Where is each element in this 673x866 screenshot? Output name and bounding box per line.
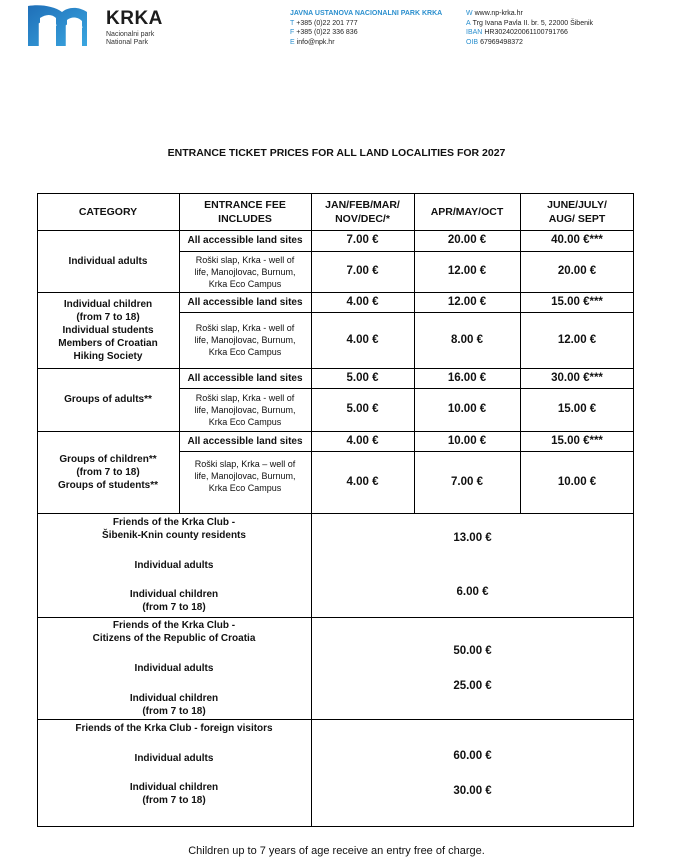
price-cell (311, 643, 634, 659)
krka-waves-logo-icon (26, 4, 89, 48)
friends-title-line: Friends of the Krka Club - (112, 620, 236, 631)
price-text: 25.00 € (453, 679, 492, 692)
header-entrance-fee (179, 193, 311, 230)
fee-selected-sites (179, 388, 311, 431)
price-text: 50.00 € (453, 644, 492, 657)
institution-name: JAVNA USTANOVA NACIONALNI PARK KRKA (290, 10, 443, 17)
friends-county-title (37, 514, 311, 544)
price-text: 7.00 € (346, 234, 379, 246)
web-label: W (466, 10, 473, 17)
category-line: Hiking Society (73, 350, 143, 362)
price-cell (520, 251, 634, 292)
category-individual-children (37, 292, 179, 368)
fee-selected-sites (179, 251, 311, 292)
price-text: 4.00 € (346, 333, 379, 346)
price-cell (311, 312, 414, 368)
web-link[interactable]: www.np-krka.hr (474, 10, 523, 17)
header-p1-line2: NOV/DEC/* (335, 212, 390, 225)
fee-selected-sites (179, 312, 311, 368)
price-cell (414, 388, 520, 431)
price-cell (520, 388, 634, 431)
email-line (290, 38, 442, 48)
header-high-season (520, 193, 634, 230)
friends-children-line: (from 7 to 18) (142, 602, 206, 613)
friends-title-line: Šibenik-Knin county residents (102, 530, 246, 541)
price-cell (414, 292, 520, 312)
friends-adults-text: Individual adults (134, 752, 214, 764)
price-cell (520, 312, 634, 368)
fax: +385 (0)22 336 836 (296, 29, 358, 36)
price-text: 7.00 € (346, 265, 379, 277)
fee-all-sites-text: All accessible land sites (187, 235, 303, 246)
price-text: 8.00 € (451, 333, 483, 346)
price-cell (414, 451, 520, 513)
email-link[interactable]: info@npk.hr (296, 38, 335, 46)
header-fee-line2: INCLUDES (218, 212, 272, 225)
friends-title-line: Friends of the Krka Club - (112, 517, 236, 528)
price-text: 13.00 € (453, 531, 492, 544)
sites-line1: Roški slap, Krka – well of (194, 459, 296, 469)
letterhead (0, 0, 673, 70)
price-cell (311, 783, 634, 799)
sites-line3: Krka Eco Campus (208, 347, 282, 357)
friends-children-line: (from 7 to 18) (142, 795, 206, 806)
price-cell (311, 292, 414, 312)
phone-label: T (290, 19, 295, 27)
oib: 67969498372 (480, 38, 523, 46)
friends-croatia-title (37, 617, 311, 647)
iban-label: IBAN (466, 29, 483, 36)
price-text: 12.00 € (557, 333, 597, 346)
header-fee-line1: ENTRANCE FEE (204, 198, 286, 211)
price-text: 12.00 € (447, 295, 487, 308)
category-individual-adults (37, 230, 179, 292)
price-cell (520, 431, 634, 451)
price-cell (311, 368, 414, 388)
sites-line1: Roški slap, Krka - well of (195, 254, 295, 265)
friends-children-line: Individual children (129, 782, 219, 793)
brand-subtitle (106, 31, 154, 47)
header-category (37, 193, 179, 230)
sites-line1: Roški slap, Krka - well of (195, 392, 295, 403)
price-cell (414, 431, 520, 451)
friends-croatia-children (37, 690, 311, 720)
price-text: 5.00 € (346, 403, 379, 415)
price-text: 4.00 € (346, 434, 379, 447)
sites-line3: Krka Eco Campus (208, 483, 282, 493)
address-line (466, 19, 593, 29)
category-line: Individual adults (68, 255, 148, 267)
oib-label: OIB (466, 38, 479, 46)
fee-all-sites-text: All accessible land sites (187, 372, 303, 384)
category-line: Individual children (63, 298, 153, 310)
fee-all-sites (179, 292, 311, 312)
price-cell (311, 388, 414, 431)
friends-foreign-title (37, 720, 311, 736)
friends-foreign-adults (37, 750, 311, 766)
friends-county-children (37, 586, 311, 616)
price-cell (311, 431, 414, 451)
header-category-text: CATEGORY (78, 205, 138, 218)
sites-line2: life, Manojlovac, Burnum, (194, 335, 296, 345)
friends-county-adults (37, 557, 311, 573)
price-cell (520, 230, 634, 251)
category-line: Groups of children** (59, 453, 157, 465)
friends-children-line: Individual children (129, 693, 219, 704)
header-p3-line2: AUG/ SEPT (548, 212, 606, 225)
friends-children-line: Individual children (129, 589, 219, 600)
header-low-season (311, 193, 414, 230)
footer-note: Children up to 7 years of age receive an entry free of charge. (188, 845, 485, 857)
iban-line (466, 28, 593, 38)
friends-title-line: Citizens of the Republic of Croatia (92, 633, 256, 644)
price-text: 10.00 € (447, 434, 487, 447)
sites-line2: life, Manojlovac, Burnum, (194, 266, 296, 277)
category-line: Groups of students** (57, 479, 158, 491)
price-cell (414, 230, 520, 251)
brand-name: KRKA (106, 8, 163, 29)
category-line: (from 7 to 18) (76, 466, 140, 478)
phone-line (290, 19, 442, 29)
fee-all-sites (179, 368, 311, 388)
price-cell (414, 251, 520, 292)
price-text: 15.00 € (557, 403, 597, 415)
price-cell (520, 451, 634, 513)
fax-label: F (290, 29, 295, 36)
friends-adults-text: Individual adults (134, 662, 214, 674)
friends-title-line: Friends of the Krka Club - foreign visitors (75, 722, 273, 734)
header-p2-text: APR/MAY/OCT (430, 205, 504, 218)
fax-line (290, 28, 442, 38)
category-line: Individual students (62, 324, 154, 336)
price-cell (311, 678, 634, 694)
price-cell (311, 230, 414, 251)
price-cell (311, 530, 634, 546)
price-text: 60.00 € (453, 749, 492, 762)
header-p3-line1: JUNE/JULY/ (547, 198, 607, 211)
price-text: 30.00 €*** (551, 371, 603, 384)
sites-line1: Roški slap, Krka - well of (195, 323, 295, 333)
price-text: 10.00 € (557, 475, 597, 488)
fee-all-sites (179, 230, 311, 251)
fee-all-sites (179, 431, 311, 451)
price-text: 4.00 € (346, 295, 379, 308)
sites-line2: life, Manojlovac, Burnum, (194, 404, 296, 415)
brand-sub-en: National Park (106, 39, 149, 46)
friends-children-line: (from 7 to 18) (142, 706, 206, 717)
sites-line3: Krka Eco Campus (208, 416, 282, 427)
category-line: Groups of adults** (64, 394, 152, 405)
fee-all-sites-text: All accessible land sites (187, 435, 303, 447)
price-text: 12.00 € (447, 265, 487, 277)
phone: +385 (0)22 201 777 (296, 19, 358, 27)
price-text: 4.00 € (346, 475, 379, 488)
friends-foreign-children (37, 779, 311, 809)
page-title: ENTRANCE TICKET PRICES FOR ALL LAND LOCALITIES FOR 2027 (167, 147, 506, 159)
category-groups-of-adults (37, 368, 179, 431)
category-line: Members of Croatian (58, 337, 158, 349)
price-text: 40.00 €*** (551, 234, 603, 246)
header-mid-season (414, 193, 520, 230)
price-text: 20.00 € (557, 265, 597, 277)
address-label: A (466, 19, 471, 27)
brand-sub-hr: Nacionalni park (106, 31, 155, 38)
price-cell (311, 584, 634, 600)
category-line: (from 7 to 18) (76, 311, 140, 323)
price-text: 5.00 € (346, 371, 379, 384)
price-cell (311, 451, 414, 513)
price-cell (520, 292, 634, 312)
price-text: 16.00 € (447, 371, 487, 384)
category-groups-of-children (37, 431, 179, 513)
header-p1-line1: JAN/FEB/MAR/ (325, 198, 400, 211)
price-cell (414, 368, 520, 388)
email-label: E (290, 38, 295, 46)
web-line (466, 9, 593, 19)
price-text: 6.00 € (456, 585, 489, 598)
sites-line2: life, Manojlovac, Burnum, (194, 471, 296, 481)
friends-adults-text: Individual adults (134, 559, 214, 571)
price-text: 15.00 €*** (551, 295, 603, 308)
price-cell (311, 748, 634, 764)
price-cell (311, 251, 414, 292)
friends-croatia-adults (37, 660, 311, 676)
web-contacts (466, 9, 593, 47)
iban: HR3024020061100791766 (484, 29, 568, 36)
price-text: 20.00 € (447, 234, 487, 246)
price-text: 30.00 € (453, 784, 492, 797)
price-cell (520, 368, 634, 388)
price-text: 15.00 €*** (551, 434, 603, 447)
oib-line (466, 38, 593, 48)
fee-all-sites-text: All accessible land sites (187, 296, 303, 308)
fee-selected-sites (179, 451, 311, 501)
address: Trg Ivana Pavla II. br. 5, 22000 Šibenik (472, 19, 594, 27)
price-text: 10.00 € (447, 403, 487, 415)
price-text: 7.00 € (451, 475, 483, 488)
sites-line3: Krka Eco Campus (208, 278, 282, 289)
institution-contacts (290, 9, 442, 47)
price-cell (414, 312, 520, 368)
